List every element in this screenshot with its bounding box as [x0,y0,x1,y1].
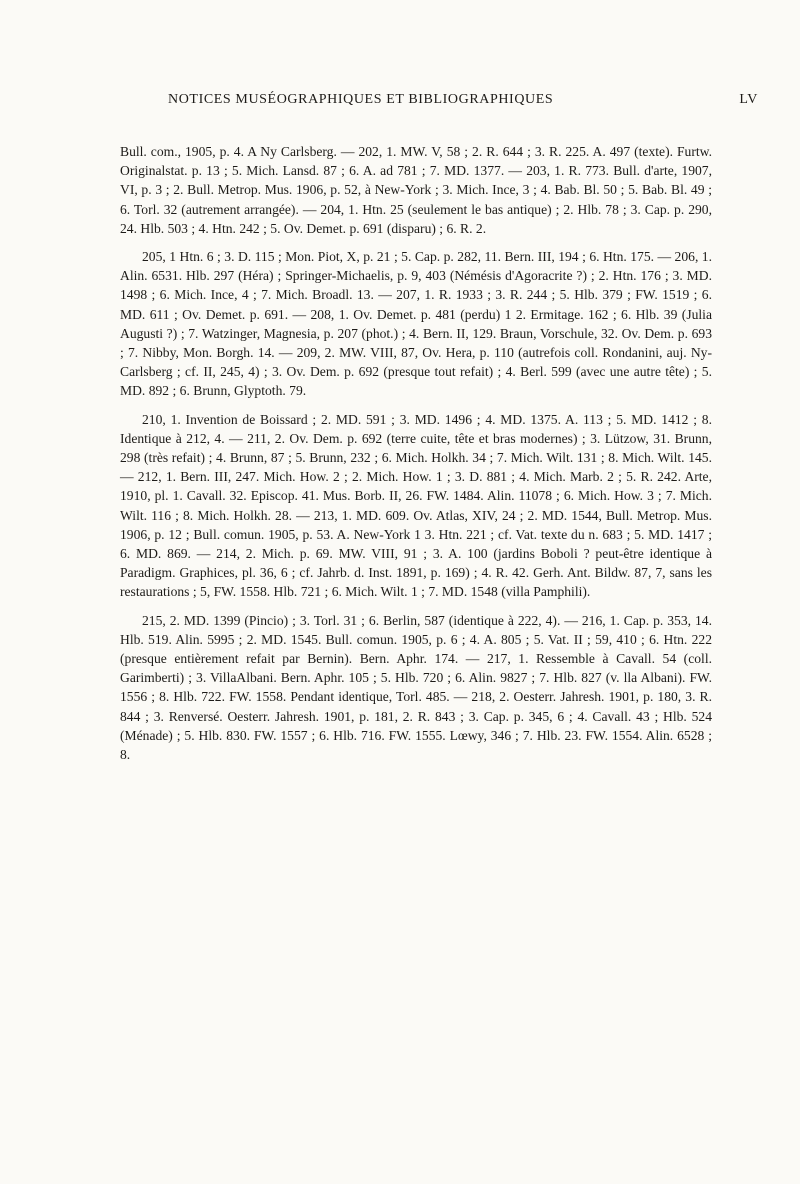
page-number: LV [739,92,758,107]
paragraph-210: 210, 1. Invention de Boissard ; 2. MD. 591 ; 3. MD. 1496 ; 4. MD. 1375. A. 113 ; 5. MD. 1412 ; 8. Identique à 212, 4. — 211, 2. Ov. Dem. p. 692 (terre cuite, tête et bras modernes) ; 3. Lützow, 31. Brunn, 298 (très refait) ; 4. Brunn, 87 ; 5. Brunn, 232 ; 6. Mich. Holkh. 34 ; 7. Mich. Wilt. 131 ; 8. Mich. Wilt. 145. — 212, 1. Bern. III, 247. Mich. How. 2 ; 2. Mich. How. 1 ; 3. D. 881 ; 4. Mich. Marb. 2 ; 5. R. 242. Arte, 1910, pl. 1. Cavall. 32. Episcop. 41. Mus. Borb. II, 26. FW. 1484. Alin. 11078 ; 6. Mich. How. 3 ; 7. Mich. Wilt. 116 ; 8. Mich. Holkh. 28. — 213, 1. MD. 609. Ov. Atlas, XIV, 24 ; 2. MD. 1544, Bull. Metrop. Mus. 1906, p. 12 ; Bull. comun. 1905, p. 53. A. New-York 1 3. Htn. 221 ; cf. Vat. texte du n. 683 ; 5. MD. 1417 ; 6. MD. 869. — 214, 2. Mich. p. 69. MW. VIII, 91 ; 3. A. 100 (jardins Boboli ? peut-être identique à Paradigm. Graphices, pl. 36, 6 ; cf. Jahrb. d. Inst. 1891, p. 169) ; 4. R. 42. Gerh. Ant. Bildw. 87, 7, sans les restaurations ; 5, FW. 1558. Hlb. 721 ; 6. Mich. Wilt. 1 ; 7. MD. 1548 (villa Pamphili). [120,411,712,600]
body-text [120,142,712,773]
paragraph-205: 205, 1 Htn. 6 ; 3. D. 115 ; Mon. Piot, X, p. 21 ; 5. Cap. p. 282, 11. Bern. III, 194 ; 6. Htn. 175. — 206, 1. Alin. 6531. Hlb. 297 (Héra) ; Springer-Michaelis, p. 9, 403 (Némésis d'Agoracrite ?) ; 2. Htn. 176 ; 3. MD. 1498 ; 6. Mich. Ince, 4 ; 7. Mich. Broadl. 13. — 207, 1. R. 1933 ; 3. R. 244 ; 5. Hlb. 379 ; FW. 1519 ; 6. MD. 611 ; Ov. Demet. p. 691. — 208, 1. Ov. Demet. p. 481 (perdu) 1 2. Ermitage. 162 ; 6. Hlb. 39 (Julia Augusti ?) ; 7. Watzinger, Magnesia, p. 207 (phot.) ; 4. Bern. II, 129. Braun, Vorschule, 32. Ov. Dem. p. 693 ; 7. Nibby, Mon. Borgh. 14. — 209, 2. MW. VIII, 87, Ov. Hera, p. 110 (autrefois coll. Rondanini, auj. Ny-Carlsberg ; cf. II, 245, 4) ; 3. Ov. Dem. p. 692 (presque tout refait) ; 4. Berl. 599 (avec une autre tête) ; 5. MD. 892 ; 6. Brunn, Glyptoth. 79. [120,249,712,399]
running-head [168,92,758,116]
paragraph-bull-com: Bull. com., 1905, p. 4. A Ny Carlsberg. — 202, 1. MW. V, 58 ; 2. R. 644 ; 3. R. 225. A. 497 (texte). Furtw. Originalstat. p. 13 ; 5. Mich. Lansd. 87 ; 6. A. ad 781 ; 7. MD. 1377. — 203, 1. R. 773. Bull. d'arte, 1907, VI, p. 3 ; 2. Bull. Metrop. Mus. 1906, p. 52, à New-York ; 3. Mich. Ince, 3 ; 4. Bab. Bl. 50 ; 5. Bab. Bl. 49 ; 6. Torl. 32 (autrement arrangée). — 204, 1. Htn. 25 (seulement le bas antique) ; 2. Hlb. 78 ; 3. Cap. p. 290, 24. Hlb. 503 ; 4. Htn. 242 ; 5. Ov. Demet. p. 691 (disparu) ; 6. R. 2. [120,144,712,236]
paragraph-215: 215, 2. MD. 1399 (Pincio) ; 3. Torl. 31 ; 6. Berlin, 587 (identique à 222, 4). — 216, 1. Cap. p. 353, 14. Hlb. 519. Alin. 5995 ; 2. MD. 1545. Bull. comun. 1905, p. 6 ; 4. A. 805 ; 5. Vat. II ; 59, 410 ; 6. Htn. 222 (presque entièrement refait par Bernin). Bern. Aphr. 174. — 217, 1. Ressemble à Cavall. 54 (coll. Garimberti) ; 3. VillaAlbani. Bern. Aphr. 105 ; 5. Hlb. 720 ; 6. Alin. 9827 ; 7. Hlb. 827 (v. lla Albani). FW. 1556 ; 8. Hlb. 722. FW. 1558. Pendant identique, Torl. 485. — 218, 2. Oesterr. Jahresh. 1901, p. 180, 3. R. 844 ; 3. Renversé. Oesterr. Jahresh. 1901, p. 181, 2. R. 843 ; 3. Cap. p. 345, 6 ; 4. Cavall. 43 ; Hlb. 524 (Ménade) ; 5. Hlb. 830. FW. 1557 ; 6. Hlb. 716. FW. 1555. Lœwy, 346 ; 7. Hlb. 23. FW. 1554. Alin. 6528 ; 8. [120,612,712,763]
running-title: NOTICES MUSÉOGRAPHIQUES ET BIBLIOGRAPHIQUES [168,92,554,107]
